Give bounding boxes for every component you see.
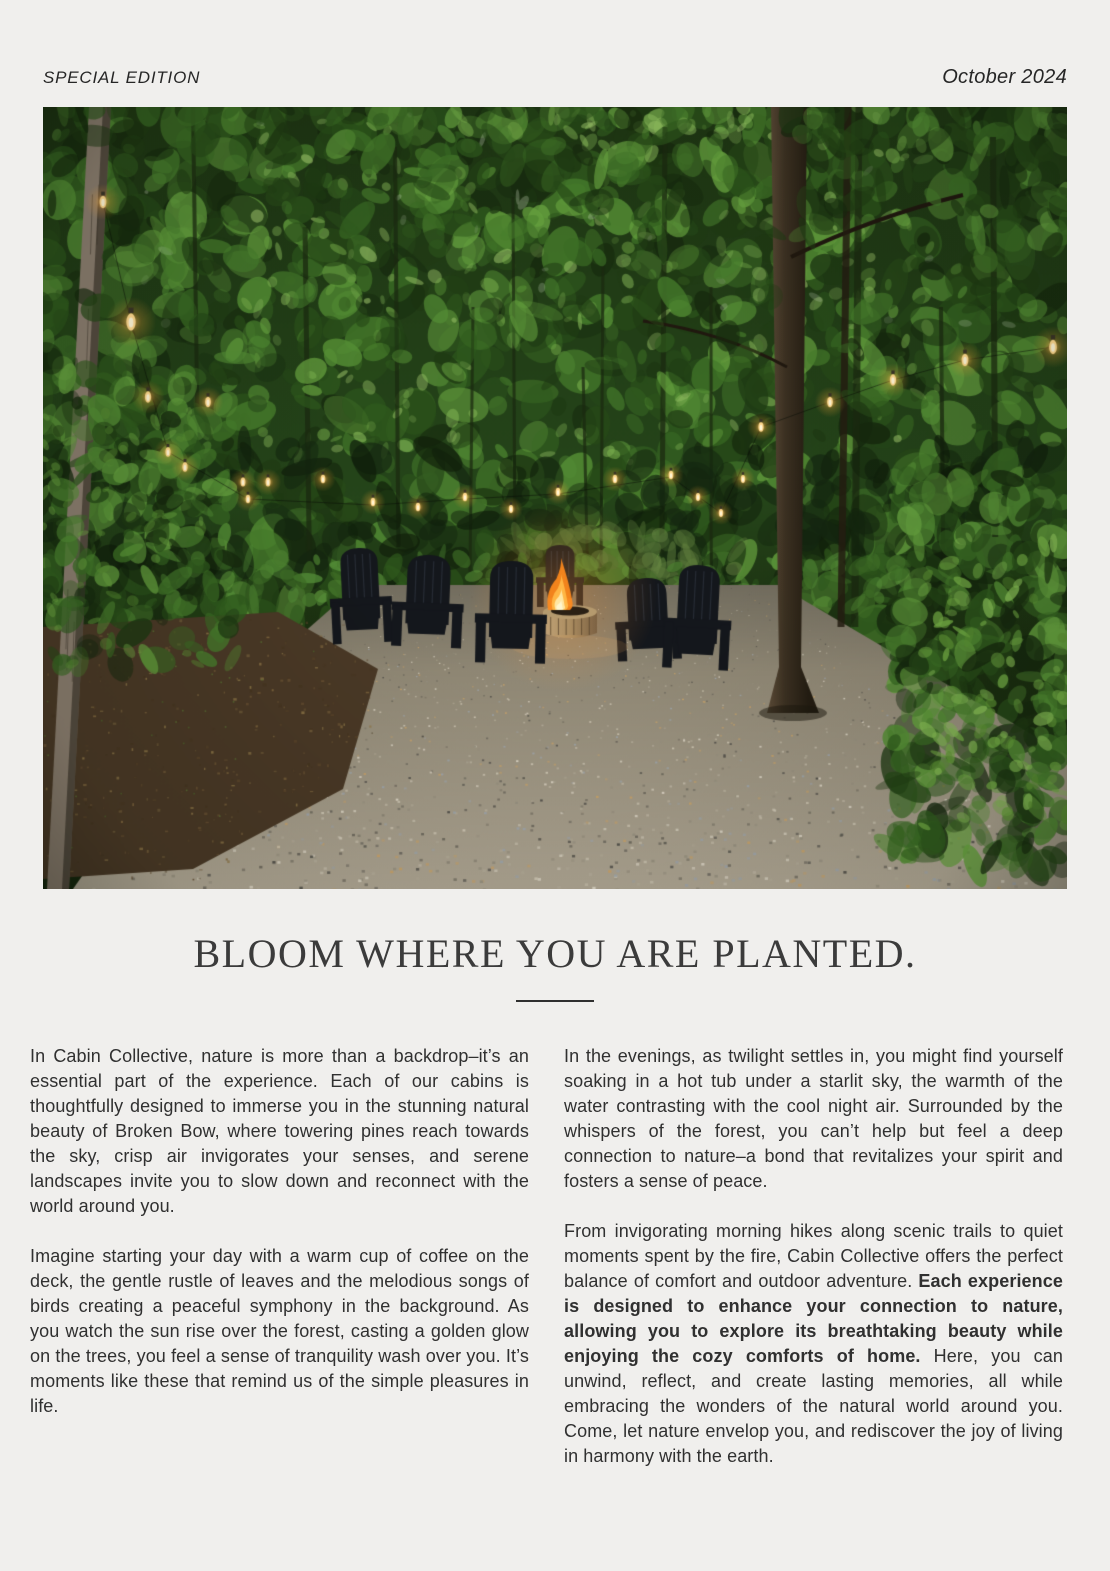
paragraph-text: Here, you can unwind, reflect, and create lasting memories, all while embracing the wonders of the natural world around you. Come, let nature envelop you, and rediscover the joy of living in harmony with the earth. xyxy=(564,1346,1063,1466)
hero-photo xyxy=(43,107,1067,889)
title-divider xyxy=(516,1000,594,1002)
bold-text: Each experience is designed to enhance your connection to nature, allowing you to explore its breathtaking beauty while enjoying the cozy comforts of home. xyxy=(564,1271,1063,1366)
body-paragraph: In the evenings, as twilight settles in, you might find yourself soaking in a hot tub under a starlit sky, the warmth of the water contrasting with the cool night air. Surrounded by the whispers of the forest, you can’t help but feel a deep connection to nature–a bond that revitalizes your spirit and fosters a sense of peace. xyxy=(564,1046,1063,1191)
masthead xyxy=(43,66,1067,89)
issue-date: October 2024 xyxy=(942,66,1067,88)
right-column xyxy=(564,1044,1063,1494)
body-paragraph xyxy=(564,1219,1063,1469)
edition-label: SPECIAL EDITION xyxy=(43,68,201,87)
page-title: BLOOM WHERE YOU ARE PLANTED. xyxy=(193,931,917,976)
paragraph-text: From invigorating morning hikes along scenic trails to quiet moments spent by the fire, Cabin Collective offers the perfect balance of comfort and outdoor adventure. xyxy=(564,1221,1063,1291)
left-column xyxy=(30,1044,529,1494)
hero-photo-canvas xyxy=(43,107,1067,889)
body-paragraph: Imagine starting your day with a warm cup of coffee on the deck, the gentle rustle of leaves and the melodious songs of birds creating a peaceful symphony in the background. As you watch the sun rise over the forest, casting a golden glow on the trees, you feel a sense of tranquility wash over you. It’s moments like these that remind us of the simple pleasures in life. xyxy=(30,1246,529,1416)
body-paragraph: In Cabin Collective, nature is more than a backdrop–it’s an essential part of the experience. Each of our cabins is thoughtfully designed to immerse you in the stunning natural beauty of Broken Bow, where towering pines reach towards the sky, crisp air invigorates your senses, and serene landscapes invite you to slow down and reconnect with the world around you. xyxy=(30,1046,529,1216)
body-columns xyxy=(30,1044,1063,1494)
